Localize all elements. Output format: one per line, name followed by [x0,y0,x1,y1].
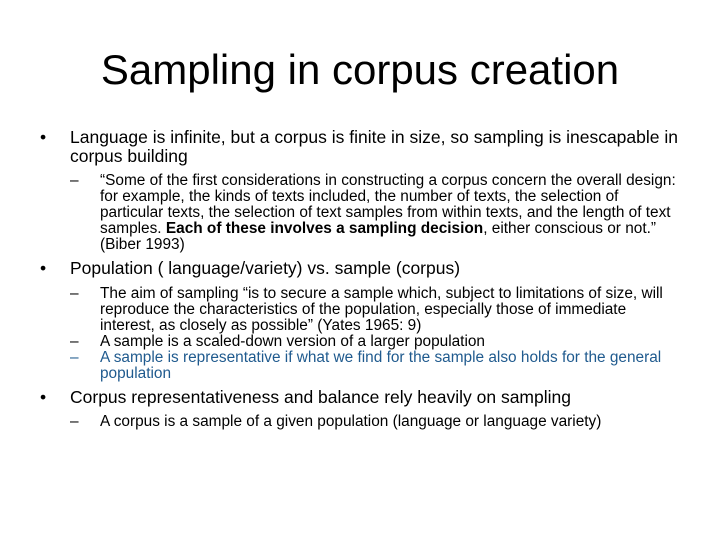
sub-point-corpus-sample [40,414,680,430]
dash-icon: – [70,348,79,366]
bullet-icon: • [40,386,47,407]
bullet-point-2 [40,259,680,278]
bullet-icon: • [40,258,47,278]
bullet-point-1 [40,128,680,165]
bullet-point-3 [40,388,680,407]
quote-bold-text: Each of these involves a sampling decision [165,220,484,237]
dash-icon: – [70,413,79,430]
dash-icon: – [70,172,79,189]
bullet-text: Population ( language/variety) vs. sample (corpus) [70,258,461,278]
sub-point-list-2 [40,286,680,382]
sub-point-text: A corpus is a sample of a given population (language or language variety) [100,413,602,430]
slide-content [40,128,680,436]
sub-point-quote-biber [40,173,680,253]
quote-text: “Some of the first considerations in constructing a corpus concern the overall design: for example, the kinds of texts included, the number of texts, the selection of particular texts, the selection of text samples from within texts, and the length of text samples. [100,172,676,237]
sub-point-quote-yates [40,286,680,334]
sub-point-scaled-down [40,334,680,350]
bullet-icon: • [40,127,47,147]
dash-icon: – [70,284,79,302]
sub-point-text: A sample is a scaled-down version of a larger population [100,332,485,350]
slide-title: Sampling in corpus creation [100,46,620,93]
sub-point-representative [40,350,680,382]
sub-point-list-3 [40,414,680,430]
sub-point-list-1 [40,173,680,253]
quote-citation: , either conscious or not.” (Biber 1993) [100,220,657,253]
bullet-text: Corpus representativeness and balance rely heavily on sampling [70,386,571,407]
sub-point-text: A sample is representative if what we find for the sample also holds for the general population [100,348,662,382]
dash-icon: – [70,332,79,350]
sub-point-text: The aim of sampling “is to secure a sample which, subject to limitations of size, will reproduce the characteristics of the population, especially those of immediate interest, as closely as possible” (Yates 1965: 9) [100,284,663,334]
bullet-text: Language is infinite, but a corpus is finite in size, so sampling is inescapable in corpus building [70,127,678,166]
